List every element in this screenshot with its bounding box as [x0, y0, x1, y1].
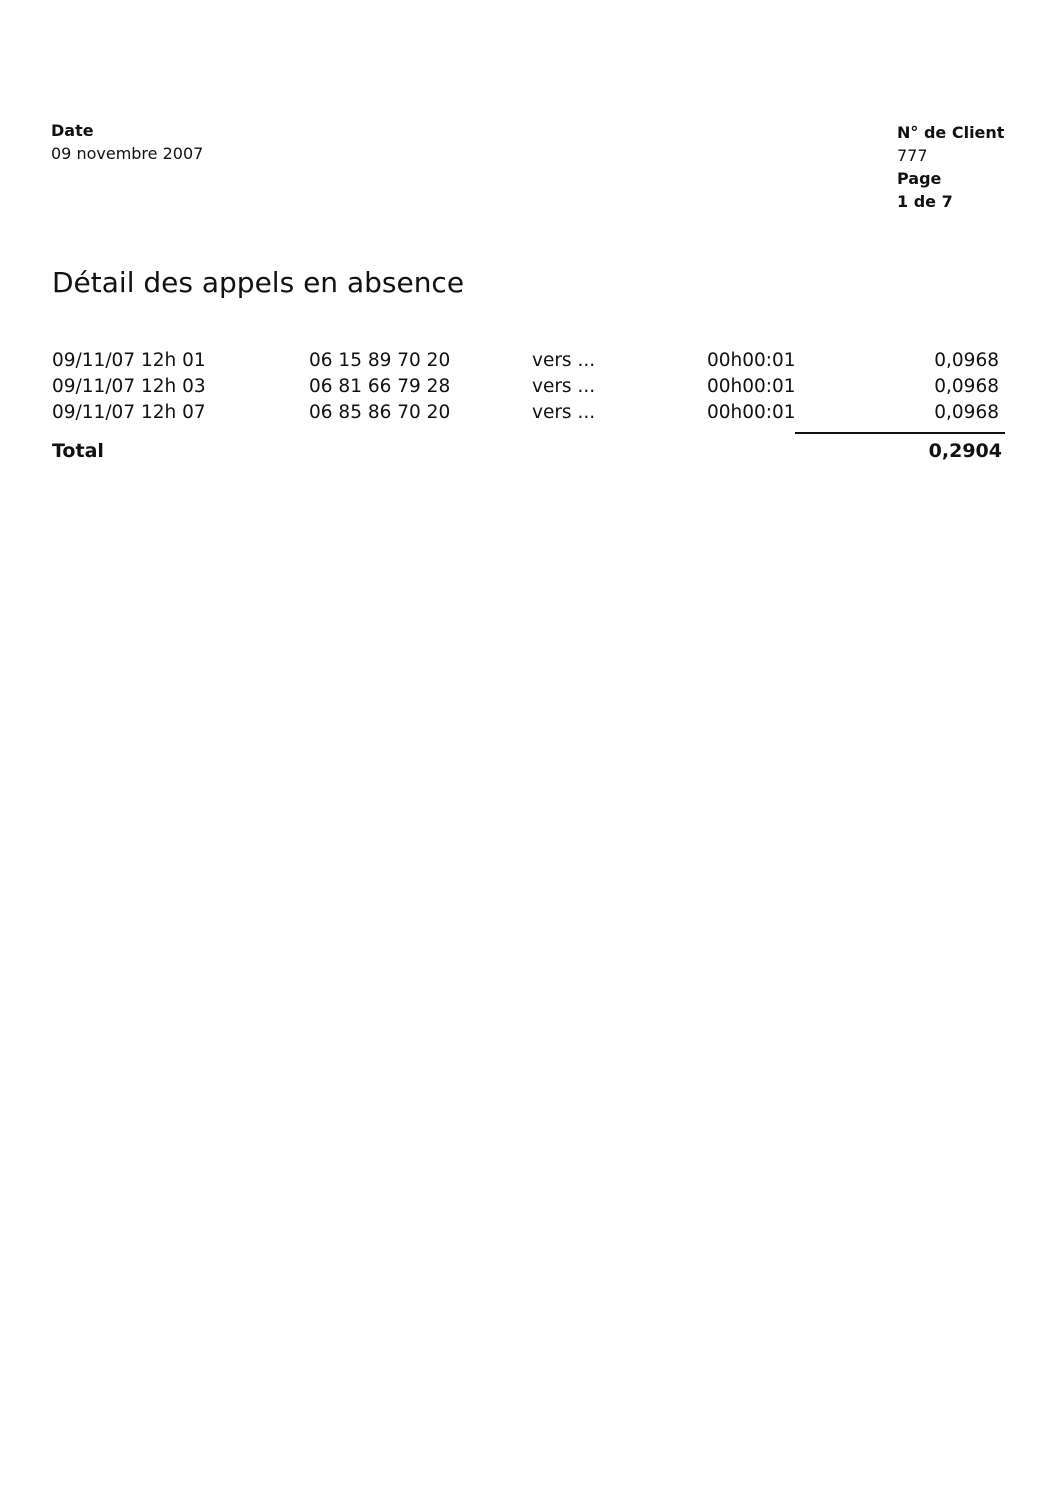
- call-duration: 00h00:01: [707, 376, 796, 397]
- date-value: 09 novembre 2007: [51, 144, 204, 163]
- call-amount: 0,0968: [934, 402, 999, 423]
- total-label: Total: [52, 440, 104, 462]
- call-direction: vers ...: [532, 350, 596, 371]
- calls-table: [52, 348, 1004, 426]
- call-number: 06 15 89 70 20: [309, 350, 451, 371]
- call-direction: vers ...: [532, 376, 596, 397]
- call-datetime: 09/11/07 12h 07: [52, 402, 206, 423]
- table-row: [52, 348, 1004, 374]
- section-title: Détail des appels en absence: [52, 266, 465, 299]
- total-amount: 0,2904: [928, 440, 1002, 462]
- call-datetime: 09/11/07 12h 01: [52, 350, 206, 371]
- total-divider: [795, 432, 1005, 434]
- header-date-block: [51, 119, 203, 165]
- call-duration: 00h00:01: [707, 402, 796, 423]
- page-value: 1 de 7: [897, 192, 953, 211]
- call-amount: 0,0968: [934, 350, 999, 371]
- call-datetime: 09/11/07 12h 03: [52, 376, 206, 397]
- client-number-label: N° de Client: [897, 123, 1005, 142]
- call-number: 06 85 86 70 20: [309, 402, 451, 423]
- page-label: Page: [897, 169, 942, 188]
- call-direction: vers ...: [532, 402, 596, 423]
- table-row: [52, 400, 1004, 426]
- header-client-block: [897, 121, 1004, 213]
- call-amount: 0,0968: [934, 376, 999, 397]
- call-duration: 00h00:01: [707, 350, 796, 371]
- total-row: [52, 438, 1002, 464]
- table-row: [52, 374, 1004, 400]
- call-number: 06 81 66 79 28: [309, 376, 451, 397]
- client-number-value: 777: [897, 146, 928, 165]
- date-label: Date: [51, 121, 94, 140]
